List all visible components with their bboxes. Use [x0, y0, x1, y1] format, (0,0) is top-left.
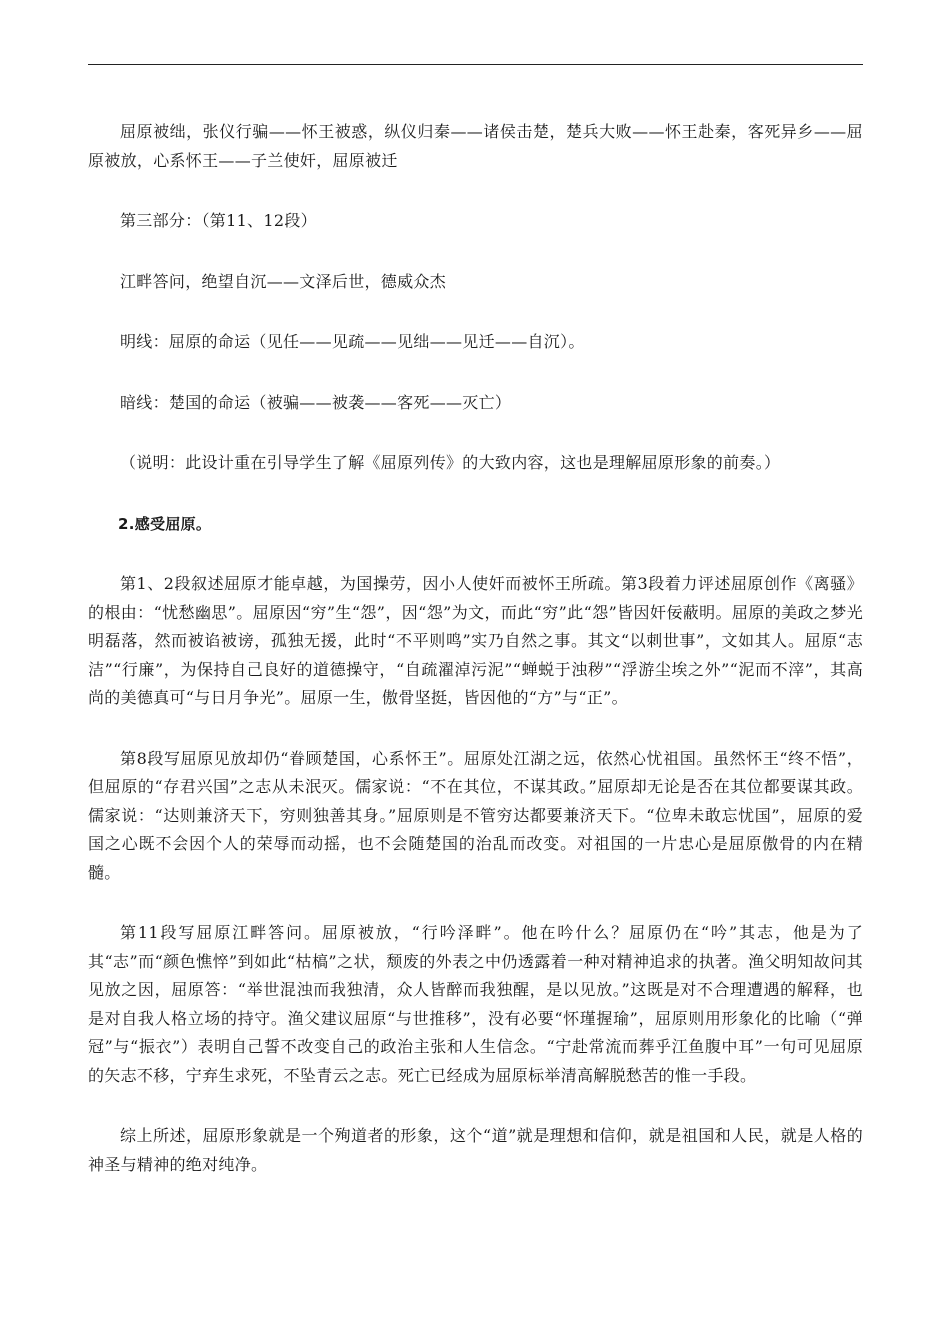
header-rule	[88, 64, 863, 65]
paragraph-part-three-title: 第三部分：（第11、12段）	[120, 211, 317, 230]
paragraph-summary-chain: 屈原被绌，张仪行骗——怀王被惑，纵仪归秦——诸侯击楚，楚兵大败——怀王赴秦，客死异乡——屈原被放，心系怀王——子兰使奸，屈原被迁	[88, 122, 863, 170]
paragraph-hidden-line: 暗线：楚国的命运（被骗——被袭——客死——灭亡）	[120, 392, 512, 412]
paragraph-design-note: （说明：此设计重在引导学生了解《屈原列传》的大致内容，这也是理解屈原形象的前奏。）	[120, 453, 781, 472]
paragraph-main-line: 明线：屈原的命运（见任——见疏——见绌——见迁——自沉）。	[120, 332, 585, 351]
paragraph-part-three-content: 江畔答问，绝望自沉——文泽后世，德威众杰	[120, 271, 447, 291]
section-heading-feel-quyuan: 2.感受屈原。	[118, 514, 212, 533]
paragraph-analysis-3: 第11段写屈原江畔答问。屈原被放，“行吟泽畔”。他在吟什么？屈原仍在“吟”其志，他是为了其“志”而“颜色憔悴”到如此“枯槁”之状，颓废的外表之中仍透露着一种对精神追求的执著。渔父明知故问其见放之因，屈原答：“举世混浊而我独清，众人皆醉而我独醒，是以见放。”这既是对不合理遭遇的解释，也是对自我人格立场的持守。渔父建议屈原“与世推移”，没有必要“怀瑾握瑜”，屈原则用形象化的比喻（“弹冠”与“振衣”）表明自己誓不改变自己的政治主张和人生信念。“宁赴常流而葬乎江鱼腹中耳”一句可见屈原的矢志不移，宁弃生求死，不坠青云之志。死亡已经成为屈原标举清高解脱愁苦的惟一手段。	[88, 923, 863, 1085]
paragraph-conclusion: 综上所述，屈原形象就是一个殉道者的形象，这个“道”就是理想和信仰，就是祖国和人民，就是人格的神圣与精神的绝对纯净。	[88, 1126, 863, 1174]
paragraph-analysis-1: 第1、2段叙述屈原才能卓越，为国操劳，因小人使奸而被怀王所疏。第3段着力评述屈原创作《离骚》的根由：“忧愁幽思”。屈原因“穷”生“怨”，因“怨”为文，而此“穷”此“怨”皆因奸佞蔽明。屈原的美政之梦光明磊落，然而被谄被谤，孤独无援，此时“不平则鸣”实乃自然之事。其文“以刺世事”，文如其人。屈原“志洁”“行廉”，为保持自己良好的道德操守，“自疏濯淖污泥”“蝉蜕于浊秽”“浮游尘埃之外”“泥而不滓”，其高尚的美德真可“与日月争光”。屈原一生，傲骨坚挺，皆因他的“方”与“正”。	[88, 574, 863, 707]
paragraph-analysis-2: 第8段写屈原见放却仍“眷顾楚国，心系怀王”。屈原处江湖之远，依然心忧祖国。虽然怀王“终不悟”，但屈原的“存君兴国”之志从未泯灭。儒家说：“不在其位，不谋其政。”屈原却无论是否在其位都要谋其政。儒家说：“达则兼济天下，穷则独善其身。”屈原则是不管穷达都要兼济天下。“位卑未敢忘忧国”，屈原的爱国之心既不会因个人的荣辱而动摇，也不会随楚国的治乱而改变。对祖国的一片忠心是屈原傲骨的内在精髓。	[88, 748, 863, 882]
document-body	[88, 118, 863, 1179]
